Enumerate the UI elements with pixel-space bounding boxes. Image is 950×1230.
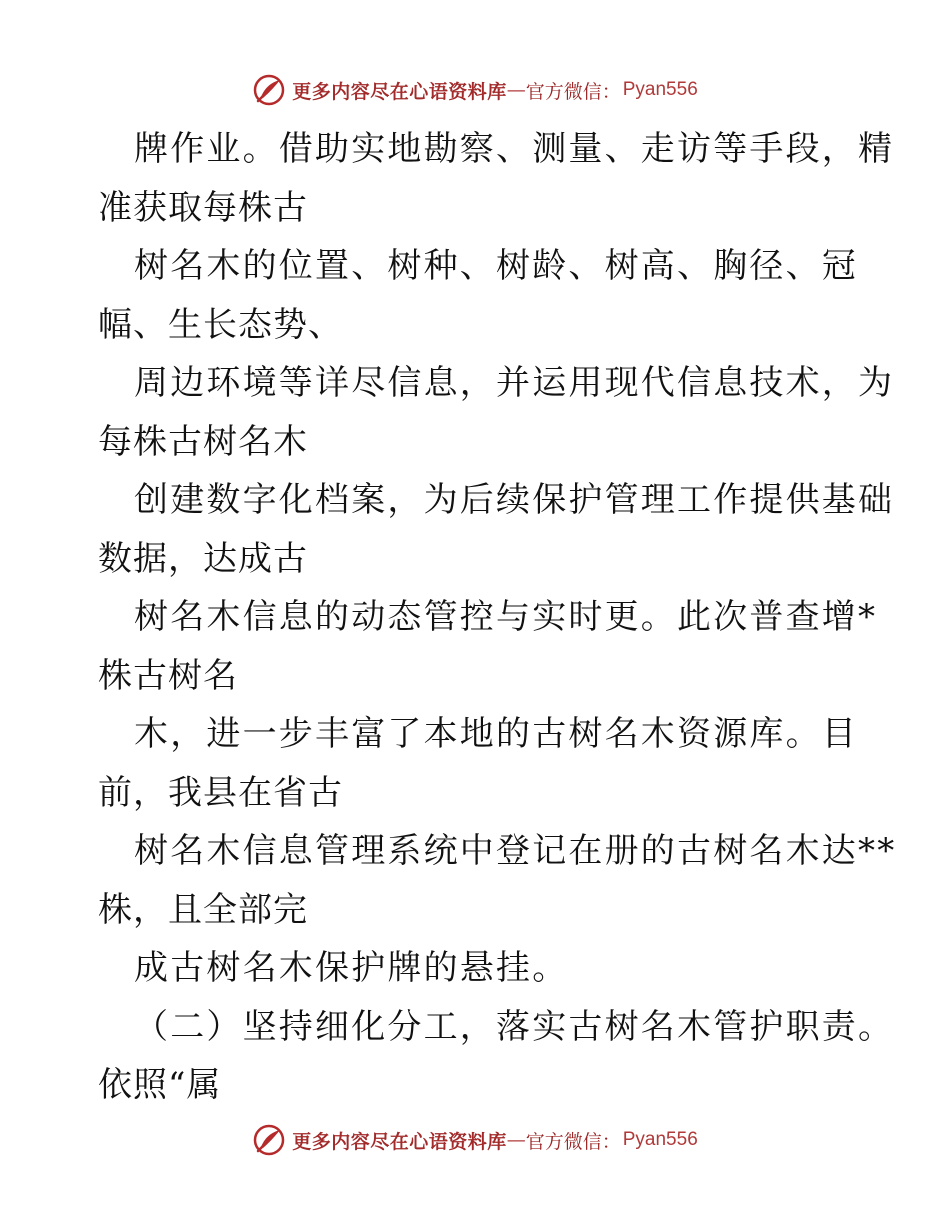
text-line: 树名木信息管理系统中登记在册的古树名木达** [134,831,897,871]
watermark-dash: — [506,79,526,101]
text-line: 创建数字化档案，为后续保护管理工作提供基础 [134,480,895,520]
watermark-label: 官方微信： [525,1130,621,1153]
text-line: 株古树名 [98,655,238,696]
watermark-dash: — [506,1129,526,1151]
text-line: （二）坚持细化分工，落实古树名木管护职责。 [134,1006,895,1047]
text-line: 数据，达成古 [98,538,308,579]
text-line: 成古树名木保护牌的悬挂。 [134,948,569,988]
body-text [98,120,897,1115]
text-line: 木，进一步丰富了本地的古树名木资源库。目 [134,714,858,754]
text-line: 株，且全部完 [98,889,308,930]
watermark-header [0,70,950,110]
pen-logo-icon [252,73,286,107]
watermark-label: 官方微信： [525,80,621,103]
text-line: 牌作业。借助实地勘察、测量、走访等手段，精 [134,129,895,169]
text-line: 周边环境等详尽信息，并运用现代信息技术，为 [134,363,895,403]
text-line: 每株古树名木 [98,421,308,462]
watermark-footer [0,1120,950,1160]
text-line: 幅、生长态势、 [98,304,343,345]
watermark-brand: 更多内容尽在心语资料库 [292,80,507,103]
pen-logo-icon [252,1123,286,1157]
text-line: 树名木信息的动态管控与实时更。此次普查增* [134,597,878,637]
text-line: 准获取每株古 [98,187,308,228]
watermark-id: Pyan556 [622,1129,698,1150]
watermark-brand: 更多内容尽在心语资料库 [292,1130,507,1153]
text-line: 树名木的位置、树种、树龄、树高、胸径、冠 [134,246,858,286]
text-line: 前，我县在省古 [98,772,343,813]
watermark-id: Pyan556 [622,79,698,100]
text-line: 依照“属 [98,1065,222,1105]
